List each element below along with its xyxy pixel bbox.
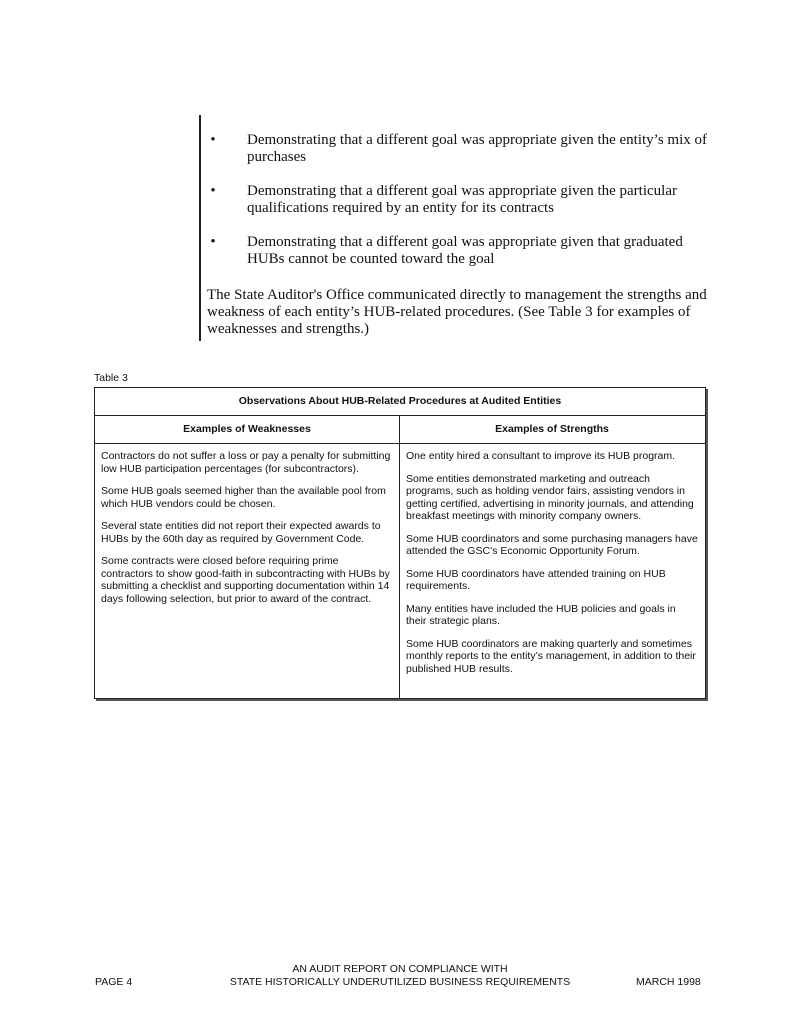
strength-item: One entity hired a consultant to improve its HUB program. xyxy=(406,450,676,462)
header-strengths: Examples of Strengths xyxy=(495,423,609,435)
report-title-line-1: AN AUDIT REPORT ON COMPLIANCE WITH xyxy=(292,963,508,975)
bullet-icon: • xyxy=(210,132,216,148)
bullet-icon: • xyxy=(210,183,216,199)
bullet-text: Demonstrating that a different goal was appropriate given the entity’s mix of purchases xyxy=(247,132,708,165)
weaknesses-cell xyxy=(95,444,400,698)
body-text xyxy=(207,132,717,338)
bullet-list xyxy=(207,132,717,268)
strength-item: Many entities have included the HUB policies and goals in their strategic plans. xyxy=(406,602,676,627)
weakness-item: Some contracts were closed before requiring prime contractors to show good-faith in subcontracting with HUBs by submitting a checklist and supporting documentation within 14 days following selection, but prior to award of the contract. xyxy=(101,555,390,605)
summary-paragraph: The State Auditor's Office communicated directly to management the strengths and weakness of each entity’s HUB-related procedures. (See Table 3 for examples of weaknesses and strengths.) xyxy=(207,287,707,337)
weakness-item: Some HUB goals seemed higher than the available pool from which HUB vendors could be chosen. xyxy=(101,485,386,510)
table-body xyxy=(95,444,705,698)
bullet-text: Demonstrating that a different goal was appropriate given that graduated HUBs cannot be counted toward the goal xyxy=(247,234,683,267)
strength-item: Some entities demonstrated marketing and outreach programs, such as holding vendor fairs, assisting vendors in getting certified, advertising in minority journals, and attending breakfast meetings with minority company owners. xyxy=(406,472,694,522)
change-bar xyxy=(199,115,201,341)
list-item xyxy=(207,234,717,268)
strengths-cell xyxy=(400,444,704,698)
weakness-item: Contractors do not suffer a loss or pay a penalty for submitting low HUB participation percentages (for subcontractors). xyxy=(101,450,391,475)
table-caption: Table 3 xyxy=(94,372,128,384)
header-weaknesses: Examples of Weaknesses xyxy=(95,416,400,443)
list-item xyxy=(207,183,717,217)
bullet-icon: • xyxy=(210,234,216,250)
strength-item: Some HUB coordinators and some purchasing managers have attended the GSC’s Economic Opportunity Forum. xyxy=(406,532,698,557)
strength-item: Some HUB coordinators are making quarterly and sometimes monthly reports to the entity’s management, in addition to their published HUB results. xyxy=(406,637,696,675)
report-date: MARCH 1998 xyxy=(636,976,701,988)
observations-table xyxy=(94,387,706,699)
weakness-item: Several state entities did not report their expected awards to HUBs by the 60th day as required by Government Code. xyxy=(101,520,381,545)
table-title: Observations About HUB-Related Procedures at Audited Entities xyxy=(95,388,705,416)
report-title-line-2: STATE HISTORICALLY UNDERUTILIZED BUSINESS REQUIREMENTS xyxy=(229,976,571,988)
strength-item: Some HUB coordinators have attended training on HUB requirements. xyxy=(406,567,666,592)
table-header-row xyxy=(95,416,705,444)
page-number: PAGE 4 xyxy=(95,976,133,988)
list-item xyxy=(207,132,717,166)
bullet-text: Demonstrating that a different goal was appropriate given the particular qualifications required by an entity for its contracts xyxy=(247,183,677,216)
